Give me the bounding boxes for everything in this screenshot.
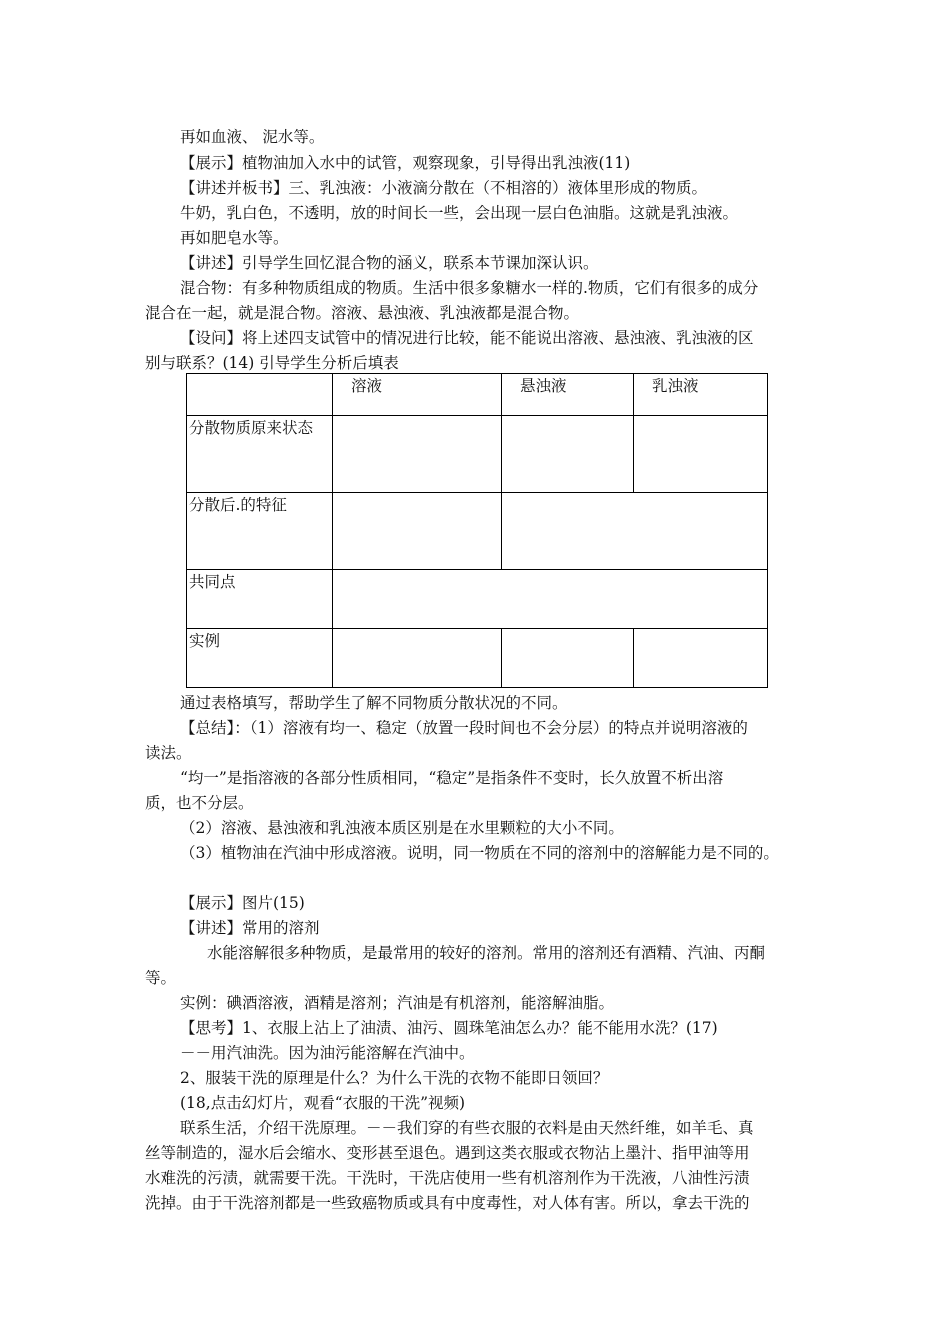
paragraph-line: “均一”是指溶液的各部分性质相同，“稳定”是指条件不变时，长久放置不析出溶 (180, 769, 724, 787)
paragraph-line: 等。 (145, 969, 177, 987)
table-cell (634, 629, 768, 688)
table-header-cell (187, 374, 333, 416)
table-cell (502, 416, 634, 493)
table-cell (333, 493, 502, 570)
row-label: 实例 (187, 629, 333, 688)
table-cell (502, 629, 634, 688)
table-row (187, 416, 768, 493)
table-header-cell: 乳浊液 (634, 374, 768, 416)
paragraph-line: －－用汽油洗。因为油污能溶解在汽油中。 (180, 1044, 475, 1062)
paragraph-line: 2、服装干洗的原理是什么？为什么干洗的衣物不能即日领回？ (180, 1069, 609, 1087)
table-cell (502, 493, 768, 570)
table-row (187, 493, 768, 570)
paragraph-line: 【讲述并板书】三、乳浊液：小液滴分散在（不相溶的）液体里形成的物质。 (180, 179, 708, 197)
row-label: 分散物质原来状态 (187, 416, 333, 493)
table-cell (333, 629, 502, 688)
paragraph-line: 牛奶，乳白色，不透明，放的时间长一些，会出现一层白色油脂。这就是乳浊液。 (180, 204, 739, 222)
paragraph-line: 【展示】图片(15) (180, 894, 305, 912)
paragraph-line: 读法。 (145, 744, 192, 762)
table-row (187, 570, 768, 629)
paragraph-line: 水能溶解很多种物质，是最常用的较好的溶剂。常用的溶剂还有酒精、汽油、丙酮 (207, 944, 766, 962)
row-label: 共同点 (187, 570, 333, 629)
table-row (187, 629, 768, 688)
paragraph-line: 联系生活，介绍干洗原理。－－我们穿的有些衣服的衣料是由天然纤维，如羊毛、真 (180, 1119, 754, 1137)
table-header-cell: 悬浊液 (502, 374, 634, 416)
paragraph-line: 【思考】1、衣服上沾上了油渍、油污、圆珠笔油怎么办？能不能用水洗？(17) (180, 1019, 718, 1037)
paragraph-line: 水难洗的污渍，就需要干洗。干洗时，干洗店使用一些有机溶剂作为干洗液，八油性污渍 (145, 1169, 750, 1187)
paragraph-line: （3）植物油在汽油中形成溶液。说明，同一物质在不同的溶剂中的溶解能力是不同的。 (180, 844, 779, 862)
paragraph-line: 【讲述】常用的溶剂 (180, 919, 320, 937)
table-cell (333, 570, 768, 629)
comparison-table (186, 373, 768, 688)
paragraph-line: 再如肥皂水等。 (180, 229, 289, 247)
paragraph-line: 质，也不分层。 (145, 794, 254, 812)
row-label: 分散后.的特征 (187, 493, 333, 570)
paragraph-line: 实例：碘酒溶液，酒精是溶剂；汽油是有机溶剂，能溶解油脂。 (180, 994, 615, 1012)
paragraph-line: 混合物：有多种物质组成的物质。生活中很多象糖水一样的.物质，它们有很多的成分 (180, 279, 759, 297)
paragraph-line: 【讲述】引导学生回忆混合物的涵义，联系本节课加深认识。 (180, 254, 599, 272)
paragraph-line: 【设问】将上述四支试管中的情况进行比较，能不能说出溶液、悬浊液、乳浊液的区 (180, 329, 754, 347)
paragraph-line: （2）溶液、悬浊液和乳浊液本质区别是在水里颗粒的大小不同。 (180, 819, 624, 837)
table-header-row (187, 374, 768, 416)
paragraph-line: 洗掉。由于干洗溶剂都是一些致癌物质或具有中度毒性，对人体有害。所以，拿去干洗的 (145, 1194, 750, 1212)
paragraph-line: (18,点击幻灯片，观看“衣服的干洗”视频) (180, 1094, 466, 1112)
table-header-cell: 溶液 (333, 374, 502, 416)
paragraph-line: 混合在一起，就是混合物。溶液、悬浊液、乳浊液都是混合物。 (145, 304, 580, 322)
paragraph-line: 通过表格填写，帮助学生了解不同物质分散状况的不同。 (180, 694, 568, 712)
paragraph-line: 丝等制造的，湿水后会缩水、变形甚至退色。遇到这类衣服或衣物沾上墨汁、指甲油等用 (145, 1144, 750, 1162)
paragraph-line: 【总结】：（1）溶液有均一、稳定（放置一段时间也不会分层）的特点并说明溶液的 (180, 719, 748, 737)
paragraph-line: 再如血液、 泥水等。 (180, 128, 325, 146)
paragraph-line: 【展示】植物油加入水中的试管，观察现象，引导得出乳浊液(11) (180, 154, 631, 172)
table-cell (333, 416, 502, 493)
table-cell (634, 416, 768, 493)
paragraph-line: 别与联系？(14) 引导学生分析后填表 (145, 354, 399, 372)
